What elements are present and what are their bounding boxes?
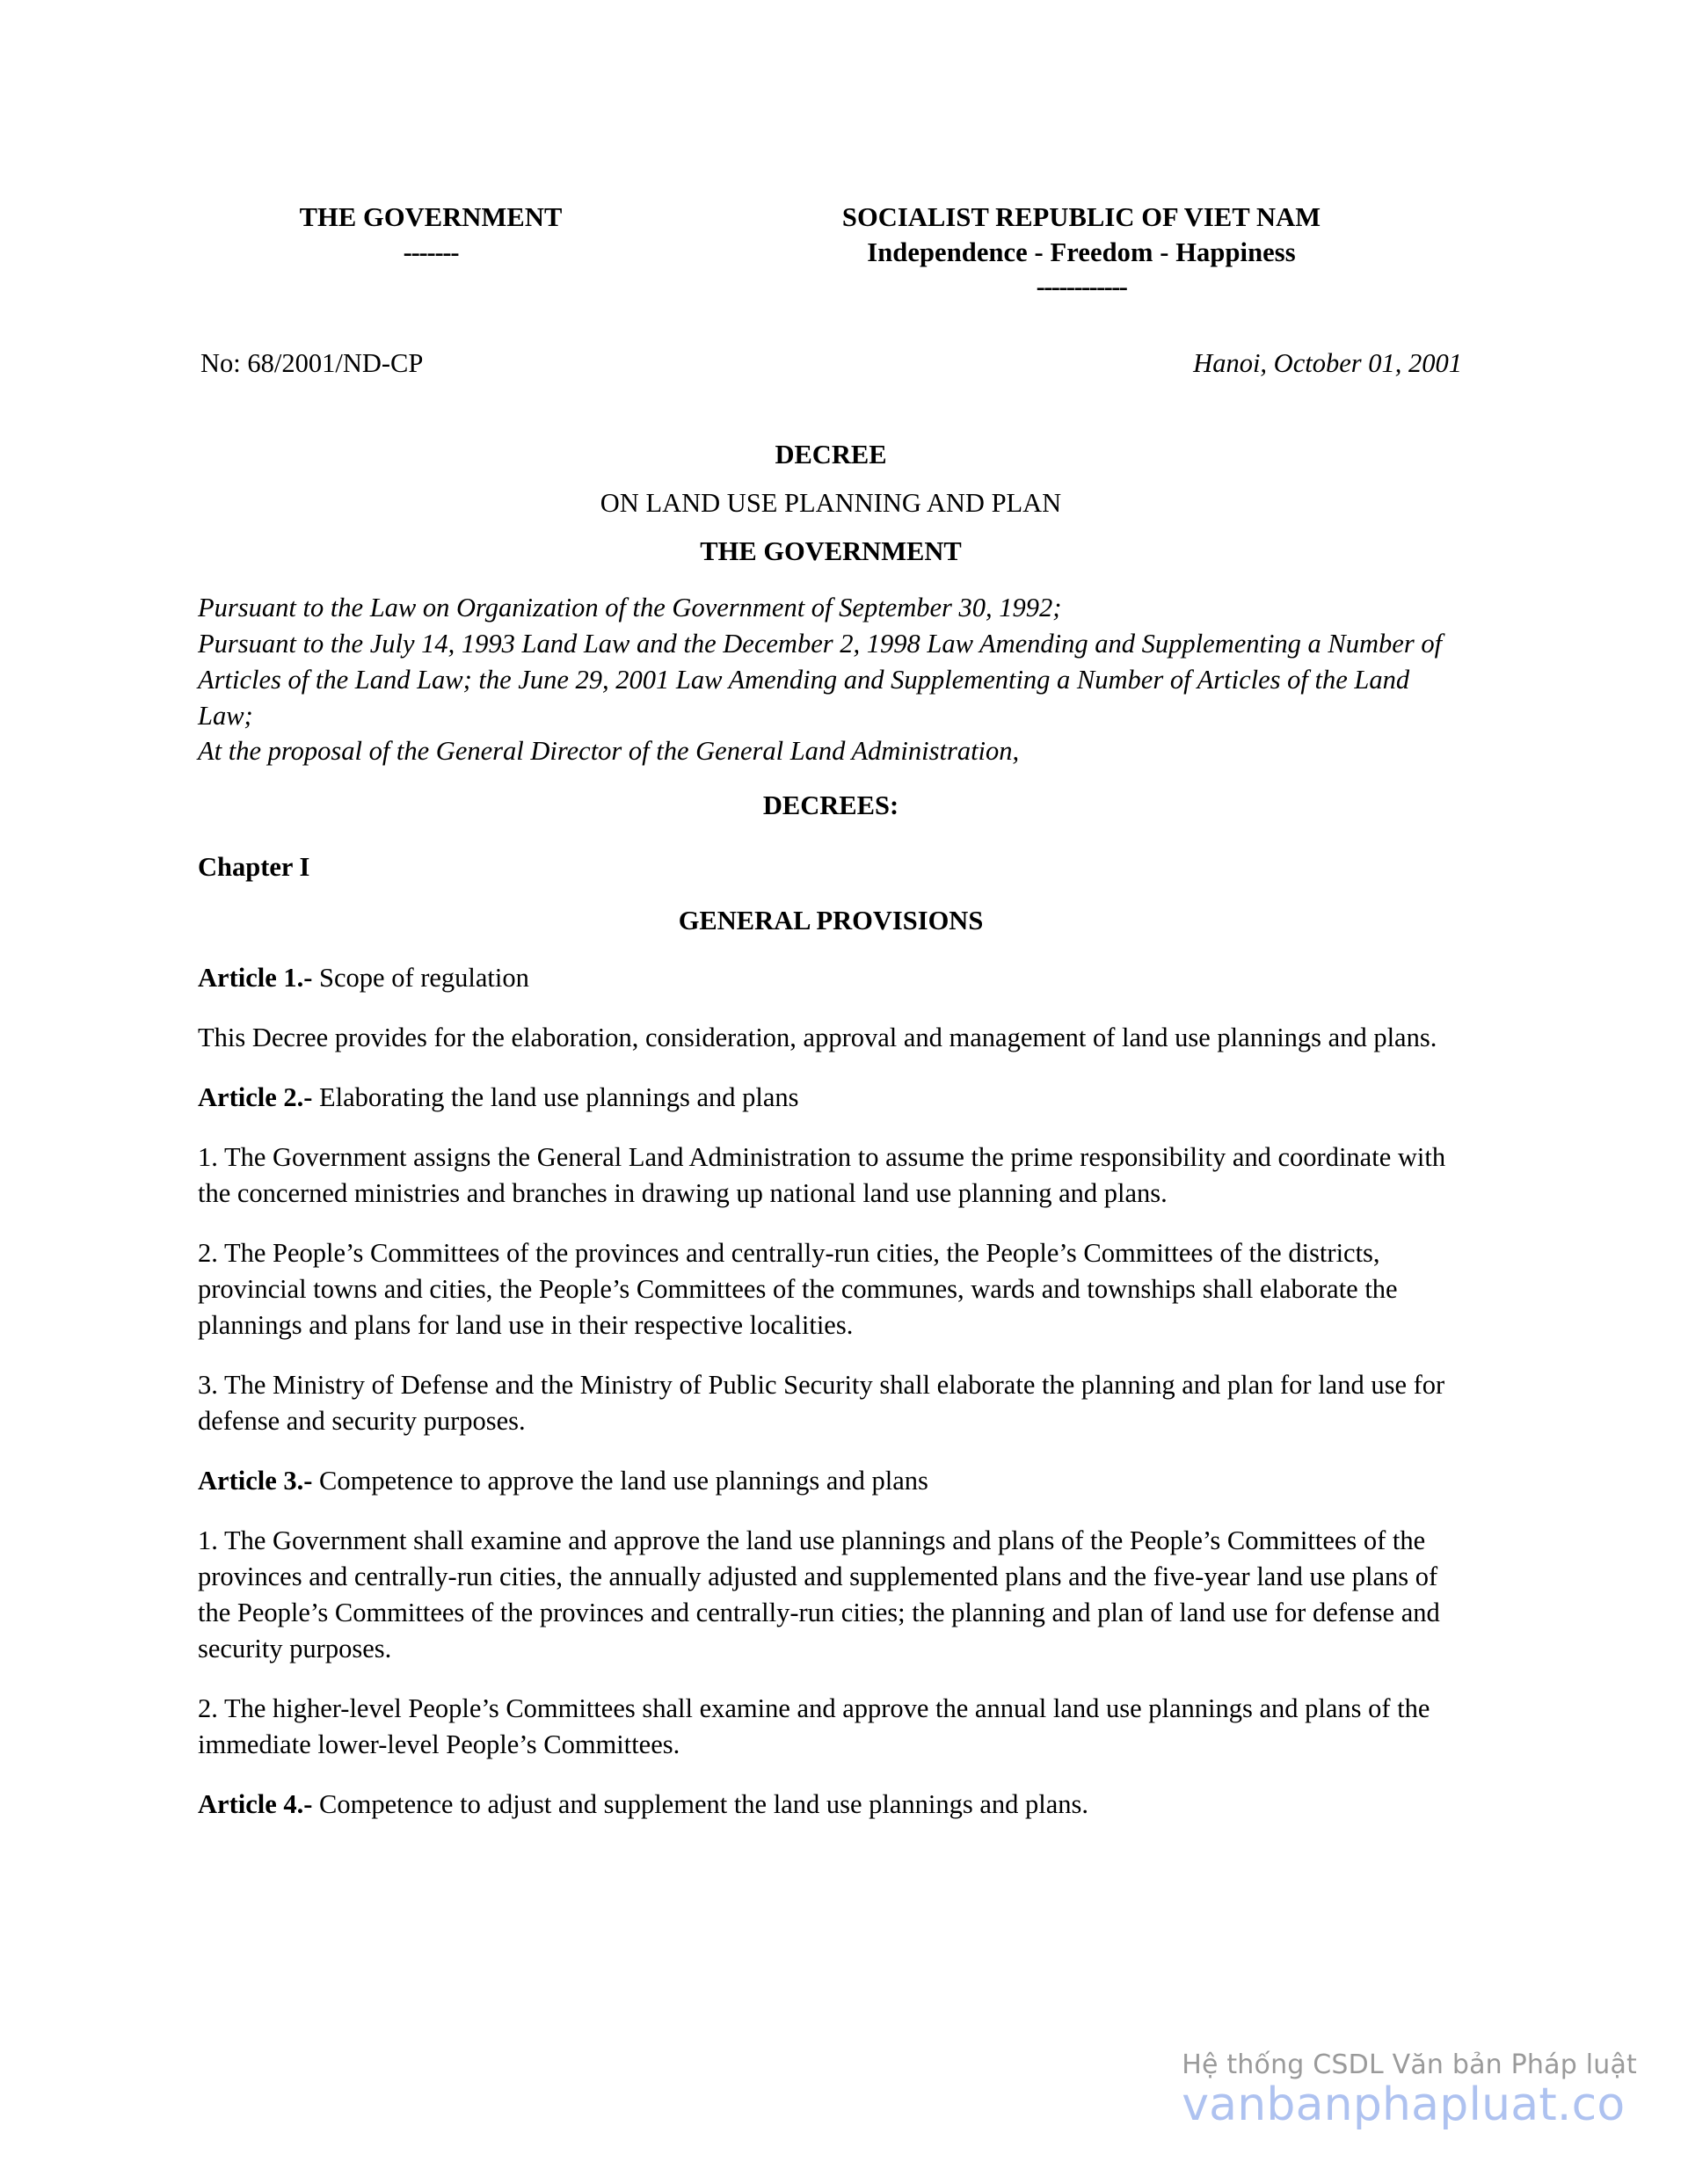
article-paragraph: 1. The Government shall examine and approve the land use plannings and plans of the People’s Committees of the provinces and centrally-run cities, the annually adjusted and supplemented plans and the five-year land use plans of the People’s Committees of the provinces and centrally-run cities; the planning and plan of land use for defense and security purposes. <box>198 1525 1440 1664</box>
document-content <box>198 0 1464 1824</box>
document-number: No: 68/2001/ND-CP <box>200 347 424 378</box>
article-heading <box>198 960 1464 996</box>
document-type-title: DECREE <box>775 439 887 470</box>
article-heading-text: Elaborating the land use plannings and plans <box>312 1082 799 1113</box>
article-label: Article 3.- <box>198 1466 313 1496</box>
place-and-date: Hanoi, October 01, 2001 <box>1193 347 1462 378</box>
article-label: Article 4.- <box>198 1789 313 1820</box>
article-label: Article 2.- <box>198 1082 313 1113</box>
site-watermark <box>1182 2049 1637 2132</box>
issuing-organization: THE GOVERNMENT <box>299 202 563 232</box>
motto-divider-rule: ------------ <box>1036 272 1127 302</box>
article-heading-text: Competence to approve the land use plannings and plans <box>312 1466 928 1496</box>
article-paragraph: 2. The People’s Committees of the provinces and centrally-run cities, the People’s Committees of the districts, provincial towns and cities, the People’s Committees of the communes, wards and townships shall elaborate the plannings and plans for land use in their respective localities. <box>198 1238 1398 1341</box>
chapter-title: GENERAL PROVISIONS <box>678 906 984 936</box>
article-heading <box>198 1787 1464 1823</box>
reference-row <box>198 348 1464 379</box>
watermark-site-name: Hệ thống CSDL Văn bản Pháp luật <box>1182 2049 1637 2081</box>
preamble-clause: Pursuant to the Law on Organization of the Government of September 30, 1992; <box>198 592 1062 622</box>
watermark-site-url: vanbanphapluat.co <box>1182 2078 1626 2132</box>
preamble <box>198 590 1464 769</box>
article-heading <box>198 1080 1464 1116</box>
article-paragraph: 3. The Ministry of Defense and the Ministry of Public Security shall elaborate the planning and plan for land use for defense and security purposes. <box>198 1370 1445 1437</box>
article-paragraph: 1. The Government assigns the General Land Administration to assume the prime responsibility and coordinate with the concerned ministries and branches in drawing up national land use planning and plans. <box>198 1142 1446 1209</box>
preamble-clause: At the proposal of the General Director of the General Land Administration, <box>198 736 1020 767</box>
masthead <box>198 0 1464 305</box>
masthead-right-column <box>664 200 1464 305</box>
document-subject-title: ON LAND USE PLANNING AND PLAN <box>600 487 1062 518</box>
preamble-clause: Pursuant to the July 14, 1993 Land Law and the December 2, 1998 Law Amending and Supplementing a Number of Articles of the Land Law; the June 29, 2001 Law Amending and Supplementing a Number of Articles of the Land Law; <box>198 628 1443 731</box>
chapter-label: Chapter I <box>198 852 310 883</box>
articles-container <box>198 960 1464 1823</box>
article-heading <box>198 1463 1464 1499</box>
masthead-left-column <box>198 200 664 270</box>
national-motto: Independence - Freedom - Happiness <box>867 237 1296 267</box>
article-paragraph: 2. The higher-level People’s Committees shall examine and approve the annual land use plannings and plans of the immediate lower-level People’s Committees. <box>198 1693 1430 1760</box>
enacting-clause: DECREES: <box>762 790 899 821</box>
country-name: SOCIALIST REPUBLIC OF VIET NAM <box>841 202 1321 232</box>
article-label: Article 1.- <box>198 963 313 994</box>
organization-divider-rule: ------- <box>403 237 459 267</box>
article-paragraph: This Decree provides for the elaboration, consideration, approval and management of land use plannings and plans. <box>198 1023 1437 1053</box>
article-heading-text: Scope of regulation <box>312 963 529 994</box>
article-heading-text: Competence to adjust and supplement the land use plannings and plans. <box>312 1789 1089 1820</box>
issuer-title: THE GOVERNMENT <box>700 535 962 566</box>
